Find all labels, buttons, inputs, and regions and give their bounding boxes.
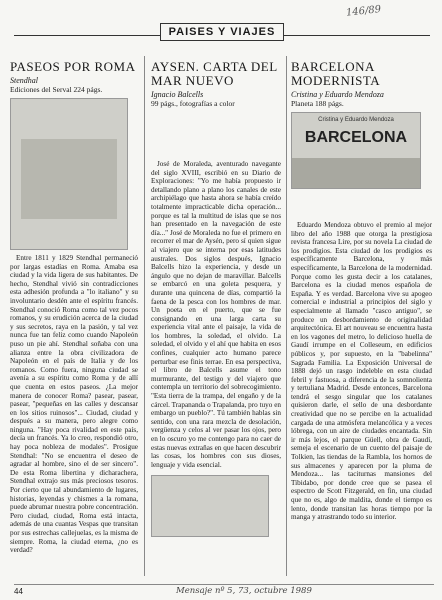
review-body: Eduardo Mendoza obtuvo el premio al mejor libro del año 1988 que otorga la prestigiosa revista francesa Lire, por su novela La ciudad de los prodigios. Esta ciudad de los prodigios es específicamente Barcelona, y más específicamente, la Barcelona de la modernidad. Porque como les gusta decir a los catalanes, Barcelona es la ciudad menos española de España. Y es verdad. Barcelona vive su apogeo comercial e industrial a principios del siglo y especialmente al llamado "casco antiguo", se produce un desbordamiento de originalidad arquitectónica. El art nouveau se encuentra hasta en los vagones del metro, lo delicioso huella de Gaudí irrumpe en el Colleseum, en edificios públicos y, por supuesto, en la "babelinna" Sagrada Familia. La Exposición Universal de 1888 dejó un rasgo indeleble en esta ciudad febril y fastuosa, a diferencia de la somnolienta y tertuliana Madrid. Desde entonces, Barcelona tendrá el sesgo singular que los catalanes quisieron darle, el sello de una desbordante creatividad que no se percibe en la actualidad cargada de una atmósfera melancólica y a veces lóbrega, con un aire de ciudades encantada. Sin ir más lejos, el parque Güell, obra de Gaudí, semeja el escenario de un cuento del paisaje de Tolkien, las tiendas de la Rambla, los hornos de sus almacenes y aparecen por la pluma de Mendoza... las taciturnas mansiones del Tibidabo, por donde cree que se pasea el espectro de Scott Fitzgerald, en fin, una ciudad que no es, algo de maldita, donde el tiempo es lento, donde transitan las horas tiempo por la manga y atrastrando todo su interior. [291,221,432,522]
book-meta: Ediciones del Serval 224 págs. [10,85,103,94]
book-cover-image [151,475,269,537]
column-divider-1 [144,56,145,576]
review-column-3 [291,56,432,524]
book-cover-image [10,98,128,250]
footer-rule [14,584,434,585]
cover-illustration [21,139,117,219]
review-body: José de Moraleda, aventurado navegante del siglo XVIII, escribió en su Diario de Exploraciones: "Yo me había propuesto ir detallando plano a plano los canales de este archipiélago que hasta ahora se había creído totalmente impracticable dicha operación... porque es tal la multitud de islas que se nos han presentado en la navegación de este día..." José de Moraleda no fue el primero en recorrer el mar de Aysén, pero sí quien sigue al viajero que se interna por esas latitudes australes. Dos siglos después, Ignacio Balcells hizo la experiencia, y desde un ángulo que no dejan de maravillar. Balcells se embarcó en una goleta pesquera, y durante una quincena de días, compartió la faena de la pesca con los hombres de mar. Un poeta en el puerto, que se fue consignando en una larga carta su experiencia vital ante el paisaje, la vida de los hombres, la soledad, el olvido. La soledad, el olvido y el ahí que habita en esos confines, cualquier acto humano parece perturbar ese finis terrae. En esa perspectiva, el libro de Balcells asume el tono murmurante, del testigo y del viajero que contempla un territorio del sobrecogimiento. "Esta tierra de la trampa, del engaño y de la cárcel. Trapananda o Trapalanda, pro tuyo en embargo un pueblo?". Tú también hablas sin sentido, con una rara mezcla de desolación, vergüenza y celos al ver pasar los ojos, pero en lo oscuro yo me contengo para no caer de estas nuevas extrañas en que hacen descubrir las cosas, los hombres con sus dioses, lenguaje y vida esencial. [151,160,281,469]
review-column-1 [10,56,138,557]
book-title: PASEOS POR ROMA [10,59,136,74]
cover-subtitle: Cristina y Eduardo Mendoza [318,117,394,123]
book-author: Ignacio Balcells [151,90,204,99]
column-divider-2 [286,56,287,576]
page-number: 44 [14,587,23,596]
book-title: BARCELONA MODERNISTA [291,59,381,88]
section-header [14,22,430,50]
book-title: AYSEN. CARTA DEL MAR NUEVO [151,59,278,88]
review-body: Entre 1811 y 1829 Stendhal permaneció por largas estadías en Roma. Amaba esa ciudad y la vida ligera de sus habitantes. De hecho, Stendhal vivió sin contradicciones esta adhesión profunda a "lo italiano" y su involuntario desdén ante el espíritu francés. Stendhal conoció Roma como tal vez pocos romanos, y su erudición acerca de la ciudad y sus secretos, raya en la pasión, y tal vez nunca fue tan feliz como cuando Napoleón puso un pie ahí. Stendhal soñaba con una alianza entre la obra civilizadora de Napoleón en el país de Italia y de los romanos. Como fuera, ninguna ciudad se avenía a su espíritu como Roma y de allí que cuenta en estos paseos. ¿La mejor manera de conocer Roma? pasear, pasear, pasear, "pequeñas en las calles y descansar en los sitios ruinosos"... Ciudad, ciudad y después a su manera, pero alegre como ninguna. "Hay poca rivalidad en este país, decía un francés. Ya lo creo, respondió otro, hay poca nobleza de modales". Prosigue Stendhal: "No se encuentra el deseo de agradar al hombre, sino el de ser sincero". De esta Roma libertina y dicharachera, Stendhal extrajo sus más preciosos tesoros. Por cierto que tal abundamiento de lugares, historias, leyendas y chismes a la romana, puede abrumar nuestra pobre concentración. Pero ciudad, ciudad, Roma está intacta, además de una cuantas Vespas que transitan por sus estrechas callejuelas, es la misma de siempre. Roma, la ciudad eterna, ¿no es verdad? [10,254,138,555]
book-meta: 99 págs., fotografías a color [151,99,235,108]
section-title: PAISES Y VIAJES [160,23,285,41]
book-cover-image [291,112,421,189]
handwritten-note-top: 146/89 [345,4,382,19]
handwritten-note-bottom: Mensaje nº 5, 73, octubre 1989 [176,586,312,596]
review-column-2 [151,56,281,541]
cover-illustration [292,158,420,188]
book-author: Stendhal [10,76,38,85]
book-author: Cristina y Eduardo Mendoza [291,90,384,99]
cover-title: BARCELONA [304,129,408,146]
book-meta: Planeta 188 págs. [291,99,344,108]
